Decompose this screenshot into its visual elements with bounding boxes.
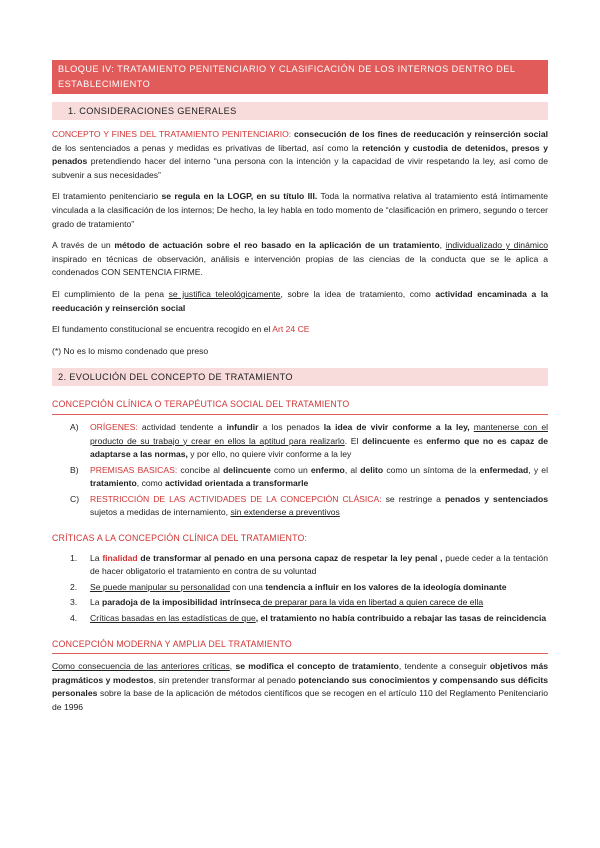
paragraph-cumplimiento: El cumplimiento de la pena se justifica teleológicamente, sobre la idea de tratamiento, como actividad encaminada a la reeducación y reinserción social [52,288,548,313]
section-title-evolucion: 2. EVOLUCIÓN DEL CONCEPTO DE TRATAMIENTO [52,368,548,386]
list-item: 2. Se puede manipular su personalidad con una tendencia a influir en los valores de la ideología dominante [70,581,507,592]
list-item: A) ORÍGENES: actividad tendente a infundir a los penados la idea de vivir conforme a la ley, mantenerse con el producto de su trabajo y crear en ellos la aptitud para realizarlo. El delincuente es enfermo que no es capaz de adaptarse a las normas, y por ello, no quiere vivir conforme a la ley [70,421,549,460]
list-item: B) PREMISAS BASICAS: concibe al delincuente como un enfermo, al delito como un síntoma de la enfermedad, y el tratamiento, como actividad orientada a transformarle [70,464,548,489]
list-item: 4. Críticas basadas en las estadísticas de que, el tratamiento no había contribuido a rebajar las tasas de reincidencia [70,613,547,624]
paragraph-concepcion-moderna: Como consecuencia de las anteriores críticas, se modifica el concepto de tratamiento, tendente a conseguir objetivos más pragmáticos y modestos, sin pretender transformar al penado potenciando sus conocimientos y compensando sus déficits personales sobre la base de la aplicación de métodos científicos que se recogen en el artículo 110 del Reglamento Penitenciario de 1996 [52,661,549,712]
heading-concepcion-clinica: CONCEPCIÓN CLÍNICA O TERAPÉUTICA SOCIAL DEL TRATAMIENTO [52,398,548,415]
article-reference: Art 24 CE [272,324,310,335]
concept-label: CONCEPTO Y FINES DEL TRATAMIENTO PENITENCIARIO: [52,129,292,139]
paragraph-regulacion: El tratamiento penitenciario se regula en la LOGP, en su título III. Toda la normativa relativa al tratamiento está íntimamente vinculada a la clasificación de los internos; De hecho, la ley habla en todo momento de “clasificación en primero, segundo o tercer grado de tratamiento” [52,191,549,229]
list-concepcion-clinica [52,421,548,520]
list-item: 1. La finalidad de transformar al penado en una persona capaz de respetar la ley penal , puede ceder a la tentación de hacer obligatorio el tratamiento en contra de su voluntad [70,552,548,577]
list-item: C) RESTRICCIÓN DE LAS ACTIVIDADES DE LA CONCEPCIÓN CLÁSICA: se restringe a penados y sentenciados sujetos a medidas de internamiento, sin extenderse a preventivos [70,493,548,518]
document-page [52,60,548,715]
paragraph-fundamento: El fundamento constitucional se encuentra recogido en el Art 24 CE [52,324,310,335]
paragraph-metodo: A través de un método de actuación sobre el reo basado en la aplicación de un tratamiento, individualizado y dinámico inspirado en técnicas de observación, análisis e intervención propias de las ciencias de la conducta que se le aplica a condenados CON SENTENCIA FIRME. [52,240,549,278]
block-title-banner: BLOQUE IV: TRATAMIENTO PENITENCIARIO Y CLASIFICACIÓN DE LOS INTERNOS DENTRO DEL ESTABLECIMIENTO [52,60,548,94]
heading-concepcion-moderna: CONCEPCIÓN MODERNA Y AMPLIA DEL TRATAMIENTO [52,638,548,655]
list-item: 3. La paradoja de la imposibilidad intrínseca de preparar para la vida en libertad a quien carece de ella [70,597,484,608]
heading-criticas: CRÍTICAS A LA CONCEPCIÓN CLÍNICA DEL TRATAMIENTO: [52,533,308,544]
paragraph-nota: (*) No es lo mismo condenado que preso [52,345,209,356]
section-title-consideraciones: 1. CONSIDERACIONES GENERALES [52,102,548,120]
list-criticas [52,552,548,626]
paragraph-concepto-fines: CONCEPTO Y FINES DEL TRATAMIENTO PENITENCIARIO: consecución de los fines de reeducación y reinserción social de los sentenciados a penas y medidas es privativas de libertad, así como la retención y custodia de detenidos, presos y penados pretendiendo hacer del interno “una persona con la intención y la capacidad de vivir respetando la ley, así como de subvenir a sus necesidades” [52,129,548,180]
